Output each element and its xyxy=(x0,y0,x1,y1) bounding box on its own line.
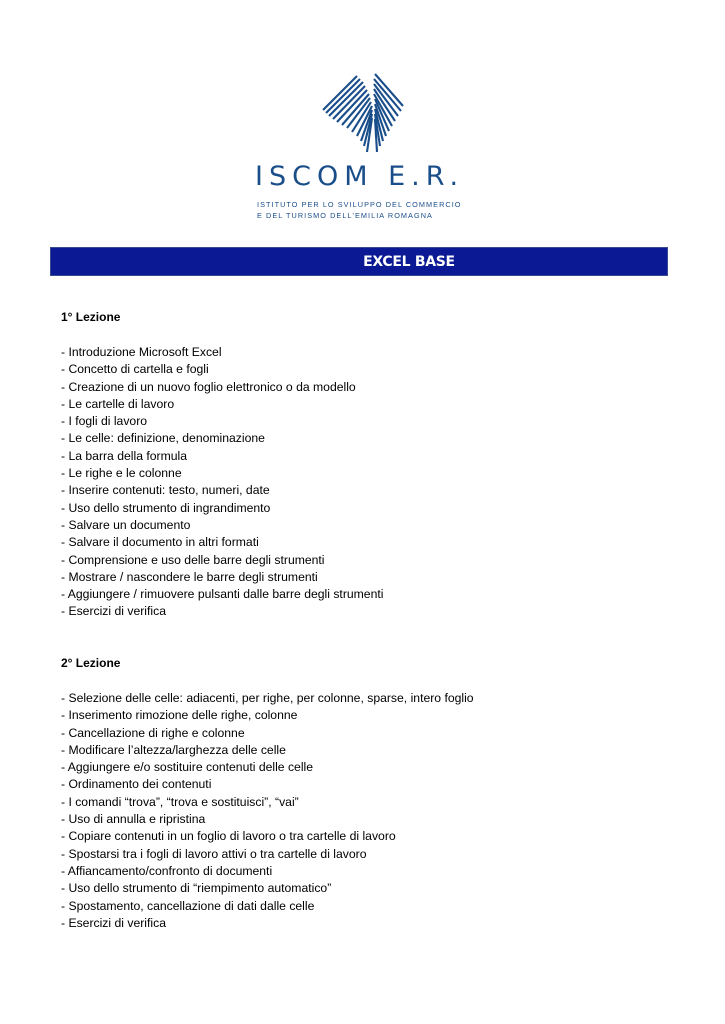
topic-item: - Spostamento, cancellazione di dati dalle celle xyxy=(61,898,315,913)
topic-item: - Affiancamento/confronto di documenti xyxy=(61,863,273,878)
topic-item: - Ordinamento dei contenuti xyxy=(61,777,212,792)
topic-item: - Uso dello strumento di ingrandimento xyxy=(61,500,271,515)
topic-item: - Uso dello strumento di “riempimento automatico” xyxy=(61,881,332,896)
topic-item: - Esercizi di verifica xyxy=(61,604,166,619)
topic-item: - Inserire contenuti: testo, numeri, date xyxy=(61,483,270,498)
topic-item: - Comprensione e uso delle barre degli strumenti xyxy=(61,552,325,567)
topic-item: - Selezione delle celle: adiacenti, per righe, per colonne, sparse, intero foglio xyxy=(61,691,474,705)
topic-item: - Aggiungere e/o sostituire contenuti delle celle xyxy=(61,760,314,775)
lesson-1-title: 1° Lezione xyxy=(61,310,121,324)
topic-item: - Introduzione Microsoft Excel xyxy=(61,345,222,359)
lesson-2-title: 2° Lezione xyxy=(61,656,121,670)
topic-item: - Modificare l’altezza/larghezza delle celle xyxy=(61,742,286,757)
topic-item: - Concetto di cartella e fogli xyxy=(61,362,209,377)
lesson-1-topic-list xyxy=(61,344,621,621)
topic-item: - I comandi “trova”, “trova e sostituisci”, “vai” xyxy=(61,794,299,809)
topic-item: - Copiare contenuti in un foglio di lavoro o tra cartelle di lavoro xyxy=(61,829,396,844)
topic-item: - Esercizi di verifica xyxy=(61,915,166,930)
topic-item: - Creazione di un nuovo foglio elettronico o da modello xyxy=(61,379,356,394)
topic-item: - Uso di annulla e ripristina xyxy=(61,812,206,827)
topic-item: - Le celle: definizione, denominazione xyxy=(61,431,265,446)
lesson-2-topic-list xyxy=(61,690,621,932)
logo-name: ISCOM E.R. xyxy=(255,161,465,192)
course-title-banner xyxy=(50,247,668,276)
topic-item: - I fogli di lavoro xyxy=(61,414,148,429)
topic-item: - Aggiungere / rimuovere pulsanti dalle barre degli strumenti xyxy=(61,587,384,602)
topic-item: - Cancellazione di righe e colonne xyxy=(61,725,245,740)
iscom-logo xyxy=(255,70,480,220)
topic-item: - Mostrare / nascondere le barre degli strumenti xyxy=(61,569,318,584)
topic-item: - Salvare il documento in altri formati xyxy=(61,535,259,550)
topic-item: - Le cartelle di lavoro xyxy=(61,396,175,411)
logo-subtitle-line-1: ISTITUTO PER LO SVILUPPO DEL COMMERCIO xyxy=(257,200,462,209)
topic-item: - Le righe e le colonne xyxy=(61,466,182,481)
lesson-2-section xyxy=(61,655,621,932)
lesson-1-section xyxy=(61,309,621,621)
course-title: EXCEL BASE xyxy=(363,253,455,270)
topic-item: - Inserimento rimozione delle righe, colonne xyxy=(61,708,298,723)
topic-item: - Spostarsi tra i fogli di lavoro attivi o tra cartelle di lavoro xyxy=(61,846,367,861)
topic-item: - Salvare un documento xyxy=(61,517,191,532)
topic-item: - La barra della formula xyxy=(61,448,187,463)
logo-subtitle-line-2: E DEL TURISMO DELL'EMILIA ROMAGNA xyxy=(257,211,433,220)
iscom-logo-mark-icon xyxy=(317,70,407,160)
